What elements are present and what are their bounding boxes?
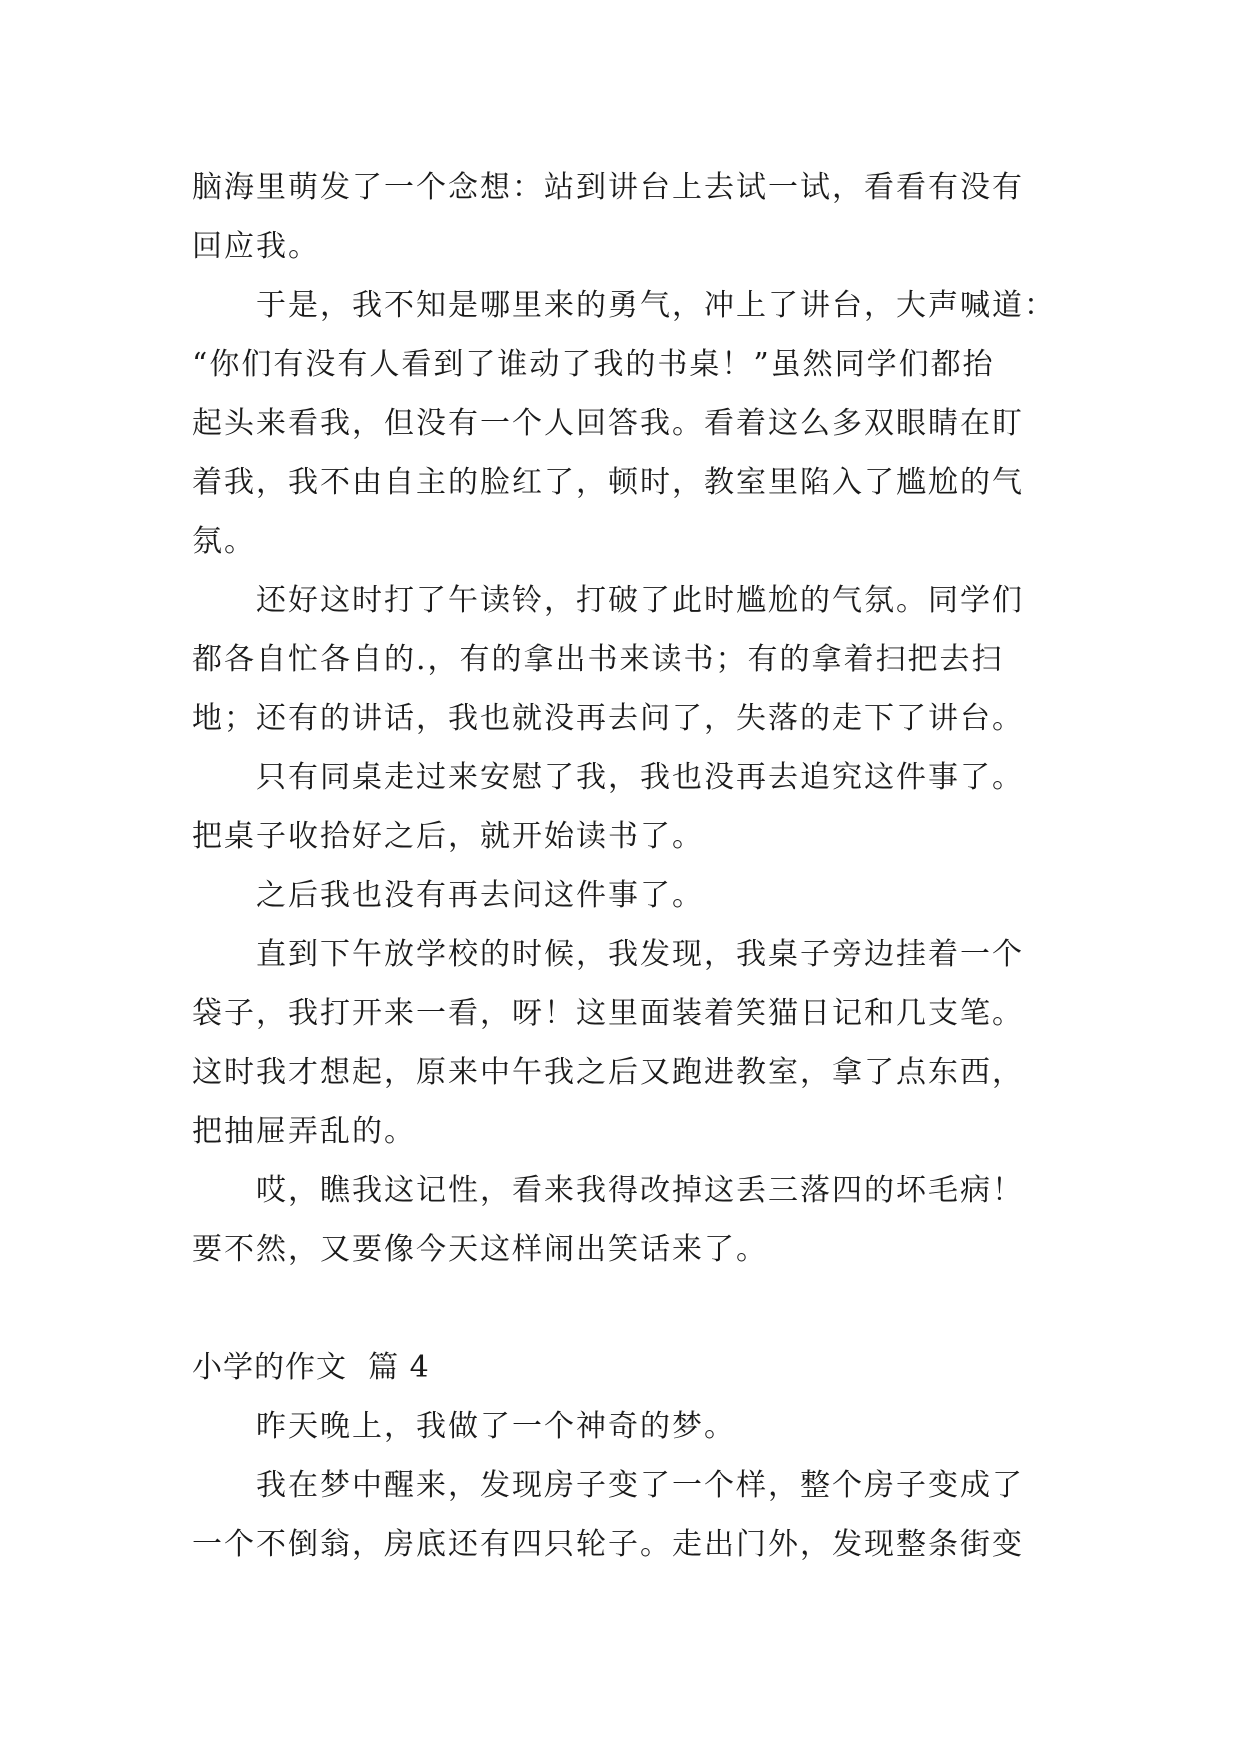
- paragraph: 哎，瞧我这记性，看来我得改掉这丢三落四的坏毛病！ 要不然，又要像今天这样闹出笑话来了。: [192, 1173, 1024, 1267]
- paragraph: 脑海里萌发了一个念想：站到讲台上去试一试，看看有没有 回应我。: [192, 170, 1024, 264]
- paragraph: 我在梦中醒来，发现房子变了一个样，整个房子变成了 一个不倒翁，房底还有四只轮子。走出门外，发现整条街变: [192, 1468, 1024, 1562]
- paragraph: 昨天晚上，我做了一个神奇的梦。: [192, 1409, 736, 1444]
- paragraph: 只有同桌走过来安慰了我，我也没再去追究这件事了。 把桌子收拾好之后，就开始读书了。: [192, 760, 1024, 854]
- document-body: [192, 158, 1072, 1574]
- section-gap: [192, 1279, 1072, 1338]
- paragraph: 还好这时打了午读铃，打破了此时尴尬的气氛。同学们 都各自忙各自的.，有的拿出书来读书；有的拿着扫把去扫 地；还有的讲话，我也就没再去问了，失落的走下了讲台。: [192, 583, 1024, 736]
- paragraph: 直到下午放学校的时候，我发现，我桌子旁边挂着一个 袋子，我打开来一看，呀！这里面装着笑猫日记和几支笔。 这时我才想起，原来中午我之后又跑进教室，拿了点东西， 把抽屉弄乱的。: [192, 937, 1024, 1149]
- paragraph: 于是，我不知是哪里来的勇气，冲上了讲台，大声喊道： “你们有没有人看到了谁动了我的书桌！”虽然同学们都抬 起头来看我，但没有一个人回答我。看着这么多双眼睛在盯 着我，我不由自主的脸红了，顿时，教室里陷入了尴尬的气 氛。: [192, 288, 1056, 559]
- paragraph: 之后我也没有再去问这件事了。: [192, 878, 704, 913]
- section-heading: 小学的作文 篇 4: [192, 1350, 430, 1385]
